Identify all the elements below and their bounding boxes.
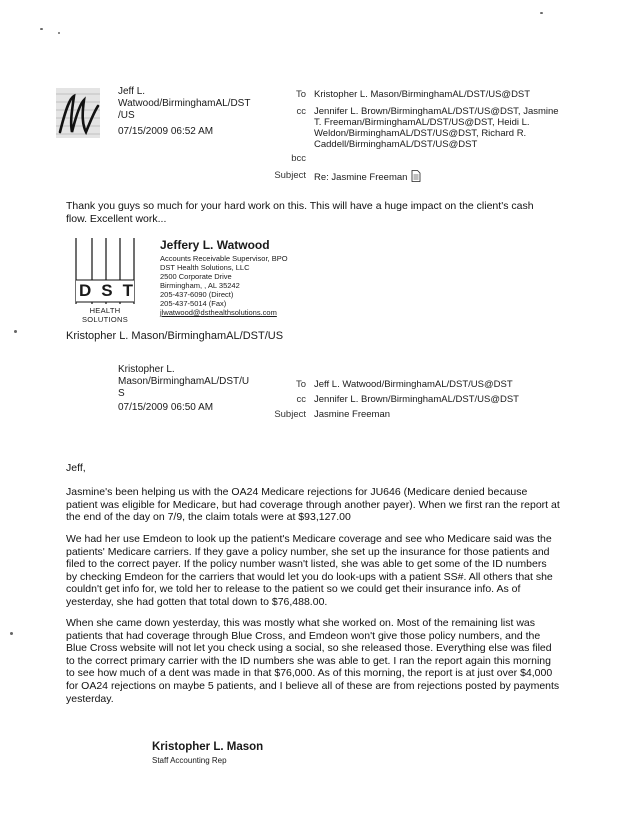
- logo-letter: D: [78, 281, 92, 300]
- original-cc-recipients[interactable]: Jennifer L. Brown/BirminghamAL/DST/US@DST: [314, 394, 519, 405]
- dst-logo: [72, 236, 138, 324]
- to-recipients[interactable]: Kristopher L. Mason/BirminghamAL/DST/US@DST: [314, 89, 531, 100]
- original-sender-line: Kristopher L.: [118, 364, 175, 375]
- sender-avatar: [56, 88, 100, 138]
- cc-line: Caddell/BirminghamAL/DST/US@DST: [314, 139, 478, 150]
- signature-email-link[interactable]: jlwatwood@dsthealthsolutions.com: [160, 308, 277, 317]
- greeting: Jeff,: [66, 462, 86, 474]
- body-paragraph: [66, 617, 636, 705]
- forward-from: Kristopher L. Mason/BirminghamAL/DST/US: [66, 330, 284, 342]
- signature-line: Accounts Receivable Supervisor, BPO: [160, 254, 288, 263]
- body-line: patient was eligible for Medicare, but had coverage through another payer). When we first ran the report at: [66, 498, 560, 511]
- body-line: filed to the correct payer. If the policy number wasn't listed, she was able to get some of the ID numbers: [66, 558, 547, 571]
- scan-speck: [58, 32, 60, 34]
- sent-timestamp: 07/15/2009 06:52 AM: [118, 126, 214, 137]
- sender-path-suffix: /US: [118, 110, 135, 121]
- closing-title: Staff Accounting Rep: [152, 756, 227, 765]
- cc-line: Weldon/BirminghamAL/DST/US@DST, Richard R.: [314, 128, 527, 139]
- document-icon[interactable]: [411, 170, 421, 185]
- cc-line: Jennifer L. Brown/BirminghamAL/DST/US@DST, Jasmine: [314, 106, 559, 117]
- body-paragraph: [66, 533, 636, 609]
- body-line: to the correct primary carrier with the ID numbers she was able to get. I ran the report again this morning: [66, 654, 551, 667]
- sender-name: Jeff L.: [118, 86, 146, 97]
- original-sent-timestamp: 07/15/2009 06:50 AM: [118, 402, 214, 413]
- body-line: Blue Cross website will not let you check using a social, so she released those. Everything else was filed: [66, 642, 552, 655]
- cc-label: cc: [296, 106, 306, 117]
- original-sender-line: S: [118, 388, 125, 399]
- subject-line: [314, 170, 421, 185]
- signature-line: 205-437-5014 (Fax): [160, 299, 227, 308]
- logo-letter: T: [122, 281, 133, 300]
- body-line: patients that had coverage through Blue Cross, and Emdeon won't give those policy numbers, and the: [66, 629, 541, 642]
- scan-speck: [40, 28, 43, 30]
- sender-path: Watwood/BirminghamAL/DST: [118, 98, 251, 109]
- body-line: yesterday.: [66, 692, 114, 705]
- body-line: the end of the day on 7/9, the claim totals were at $93,127.00: [66, 511, 351, 524]
- body-line: We had her use Emdeon to look up the patient's Medicare coverage and see who Medicare said was the: [66, 533, 552, 545]
- original-subject: Jasmine Freeman: [314, 409, 391, 420]
- to-label: To: [295, 89, 306, 100]
- signature-line: DST Health Solutions, LLC: [160, 263, 250, 272]
- reply-line: Thank you guys so much for your hard work on this. This will have a huge impact on the client's cash: [66, 200, 534, 212]
- original-to-recipients[interactable]: Jeff L. Watwood/BirminghamAL/DST/US@DST: [314, 379, 513, 390]
- logo-caption: HEALTH SOLUTIONS: [81, 306, 129, 324]
- bcc-label: bcc: [291, 153, 306, 164]
- reply-line: flow. Excellent work...: [66, 212, 167, 225]
- original-subject-label: Subject: [274, 409, 306, 420]
- signature-line: 205-437-6090 (Direct): [160, 290, 234, 299]
- scan-speck: [540, 12, 543, 14]
- body-line: Jasmine's been helping us with the OA24 Medicare rejections for JU646 (Medicare denied because: [66, 486, 528, 498]
- original-sender-line: Mason/BirminghamAL/DST/U: [118, 376, 250, 387]
- closing-name: Kristopher L. Mason: [152, 741, 264, 753]
- body-line: yesterday, she had gotten that total down to $76,488.00.: [66, 595, 328, 608]
- scan-speck: [14, 330, 17, 333]
- body-line: When she came down yesterday, this was mostly what she worked on. Most of the remaining list was: [66, 617, 536, 629]
- body-paragraph: [66, 486, 636, 524]
- body-line: for OA24 rejections on maybe 5 patients, and I believe all of these are from rejections posted by payments: [66, 679, 560, 692]
- original-sender: [118, 364, 249, 400]
- subject-label: Subject: [274, 170, 306, 181]
- body-line: couldn't get info for, we told her to release to the patient so we could get their insurance info. As of: [66, 583, 521, 596]
- original-to-label: To: [295, 379, 306, 390]
- signature-details: [160, 254, 288, 317]
- reply-body: [66, 200, 626, 225]
- subject-text: Re: Jasmine Freeman: [314, 172, 408, 183]
- logo-letter: S: [101, 281, 113, 300]
- body-line: to see how much of a dent was made in that $76,000. As of this morning, the report is at just over $4,000: [66, 667, 553, 680]
- cc-line: T. Freeman/BirminghamAL/DST/US@DST, Heidi L.: [314, 117, 530, 128]
- signature-line: 2500 Corporate Drive: [160, 272, 232, 281]
- signature-line: Birmingham, , AL 35242: [160, 281, 240, 290]
- body-line: by checking Emdeon for the carriers that would let you do look-ups with a patient SS#. All others that she: [66, 570, 553, 583]
- original-cc-label: cc: [296, 394, 306, 405]
- cc-recipients[interactable]: [314, 106, 559, 150]
- signature-name: Jeffery L. Watwood: [160, 238, 270, 252]
- body-line: patients' Medicare carriers. If they gave a policy number, she set up the insurance for those patients and: [66, 545, 550, 558]
- scan-speck: [10, 632, 13, 635]
